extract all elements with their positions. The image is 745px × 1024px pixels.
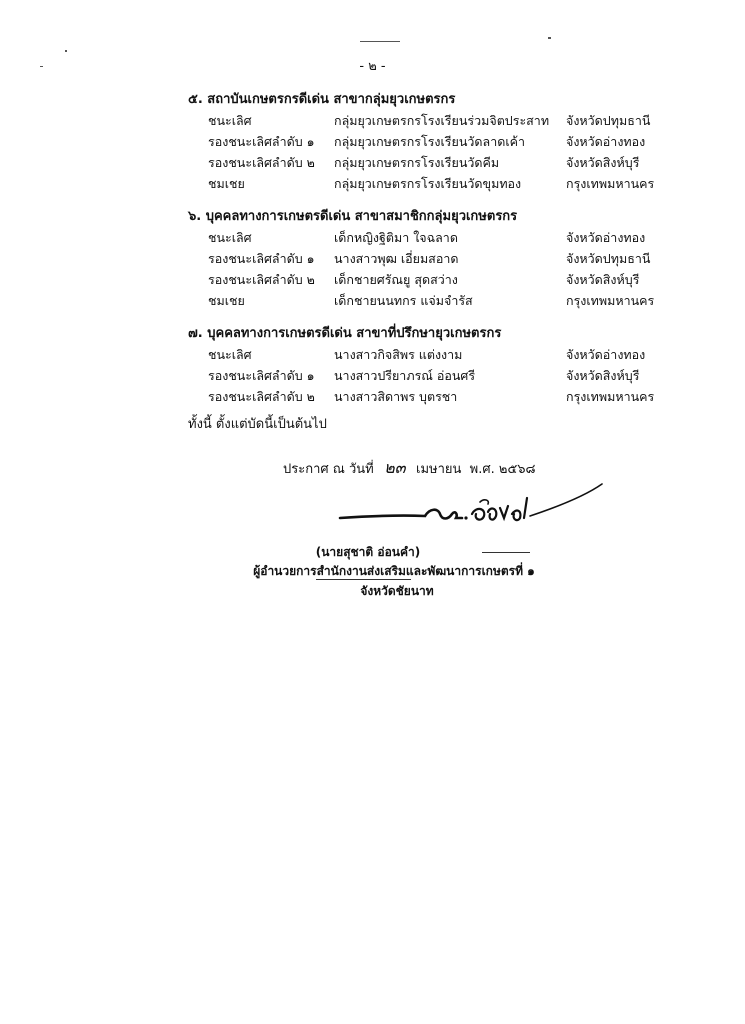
- province: จังหวัดปทุมธานี: [566, 251, 651, 266]
- underline-mark: [316, 579, 411, 580]
- underline-mark: [482, 552, 530, 553]
- province: กรุงเทพมหานคร: [566, 389, 655, 404]
- province: จังหวัดอ่างทอง: [566, 347, 646, 362]
- awardee-name: เด็กชายศรัณยู สุดสว่าง: [334, 272, 458, 287]
- award-row: [0, 291, 745, 311]
- rank-label: รองชนะเลิศลำดับ ๒: [208, 155, 315, 170]
- announce-year: พ.ศ. ๒๕๖๘: [469, 462, 536, 477]
- award-row: [0, 387, 745, 407]
- signatory-position: ผู้อำนวยการสำนักงานส่งเสริมและพัฒนาการเกษตรที่ ๑: [253, 564, 535, 578]
- award-row: [0, 153, 745, 173]
- signatory-location: จังหวัดชัยนาท: [360, 584, 434, 598]
- awardee-name: กลุ่มยุวเกษตรกรโรงเรียนวัดลาดเค้า: [334, 134, 525, 149]
- awardee-name: กลุ่มยุวเกษตรกรโรงเรียนร่วมจิตประสาท: [334, 113, 550, 128]
- province: จังหวัดปทุมธานี: [566, 113, 651, 128]
- province: จังหวัดอ่างทอง: [566, 134, 646, 149]
- awardee-name: กลุ่มยุวเกษตรกรโรงเรียนวัดคีม: [334, 155, 500, 170]
- rank-label: ชมเชย: [208, 293, 245, 308]
- rank-label: รองชนะเลิศลำดับ ๑: [208, 251, 315, 266]
- rank-label: ชมเชย: [208, 176, 245, 191]
- award-row: [0, 366, 745, 386]
- scan-mark: [360, 41, 400, 42]
- award-row: [0, 249, 745, 269]
- awardee-name: เด็กหญิงฐิติมา ใจฉลาด: [334, 230, 458, 245]
- award-row: [0, 132, 745, 152]
- awardee-name: เด็กชายนนทกร แจ่มจำรัส: [334, 293, 473, 308]
- effective-statement: ทั้งนี้ ตั้งแต่บัดนี้เป็นต้นไป: [188, 417, 327, 432]
- scan-mark: [548, 37, 551, 39]
- rank-label: รองชนะเลิศลำดับ ๑: [208, 368, 315, 383]
- rank-label: ชนะเลิศ: [208, 113, 252, 128]
- province: กรุงเทพมหานคร: [566, 176, 655, 191]
- awardee-name: นางสาวปรียาภรณ์ อ่อนศรี: [334, 368, 476, 383]
- awardee-name: กลุ่มยุวเกษตรกรโรงเรียนวัดขุมทอง: [334, 176, 522, 191]
- rank-label: รองชนะเลิศลำดับ ๒: [208, 272, 315, 287]
- page-number: - ๒ -: [359, 59, 386, 74]
- signature-scribble: [330, 478, 610, 528]
- awardee-name: นางสาวกิจสิพร แต่งงาม: [334, 347, 463, 362]
- signatory-name: (นายสุชาติ อ่อนคำ): [315, 545, 421, 559]
- announce-day: ๒๓: [384, 458, 406, 477]
- award-row: [0, 228, 745, 248]
- province: กรุงเทพมหานคร: [566, 293, 655, 308]
- award-row: [0, 174, 745, 194]
- award-row: [0, 270, 745, 290]
- scan-mark: [65, 50, 67, 52]
- rank-label: ชนะเลิศ: [208, 347, 252, 362]
- province: จังหวัดอ่างทอง: [566, 230, 646, 245]
- awardee-name: นางสาวพุฒ เอี่ยมสอาด: [334, 251, 459, 266]
- section-title: ๕. สถาบันเกษตรกรดีเด่น สาขากลุ่มยุวเกษตรกร: [188, 92, 456, 107]
- province: จังหวัดสิงห์บุรี: [566, 368, 640, 383]
- award-row: [0, 345, 745, 365]
- announce-month: เมษายน: [416, 462, 462, 477]
- rank-label: รองชนะเลิศลำดับ ๑: [208, 134, 315, 149]
- announce-prefix: ประกาศ ณ วันที่: [283, 462, 374, 477]
- awardee-name: นางสาวสิดาพร บุตรชา: [334, 389, 458, 404]
- section-title: ๖. บุคคลทางการเกษตรดีเด่น สาขาสมาชิกกลุ่มยุวเกษตรกร: [188, 209, 518, 224]
- award-row: [0, 111, 745, 131]
- section-title: ๗. บุคคลทางการเกษตรดีเด่น สาขาที่ปรึกษายุวเกษตรกร: [188, 326, 502, 341]
- rank-label: รองชนะเลิศลำดับ ๒: [208, 389, 315, 404]
- province: จังหวัดสิงห์บุรี: [566, 155, 640, 170]
- province: จังหวัดสิงห์บุรี: [566, 272, 640, 287]
- rank-label: ชนะเลิศ: [208, 230, 252, 245]
